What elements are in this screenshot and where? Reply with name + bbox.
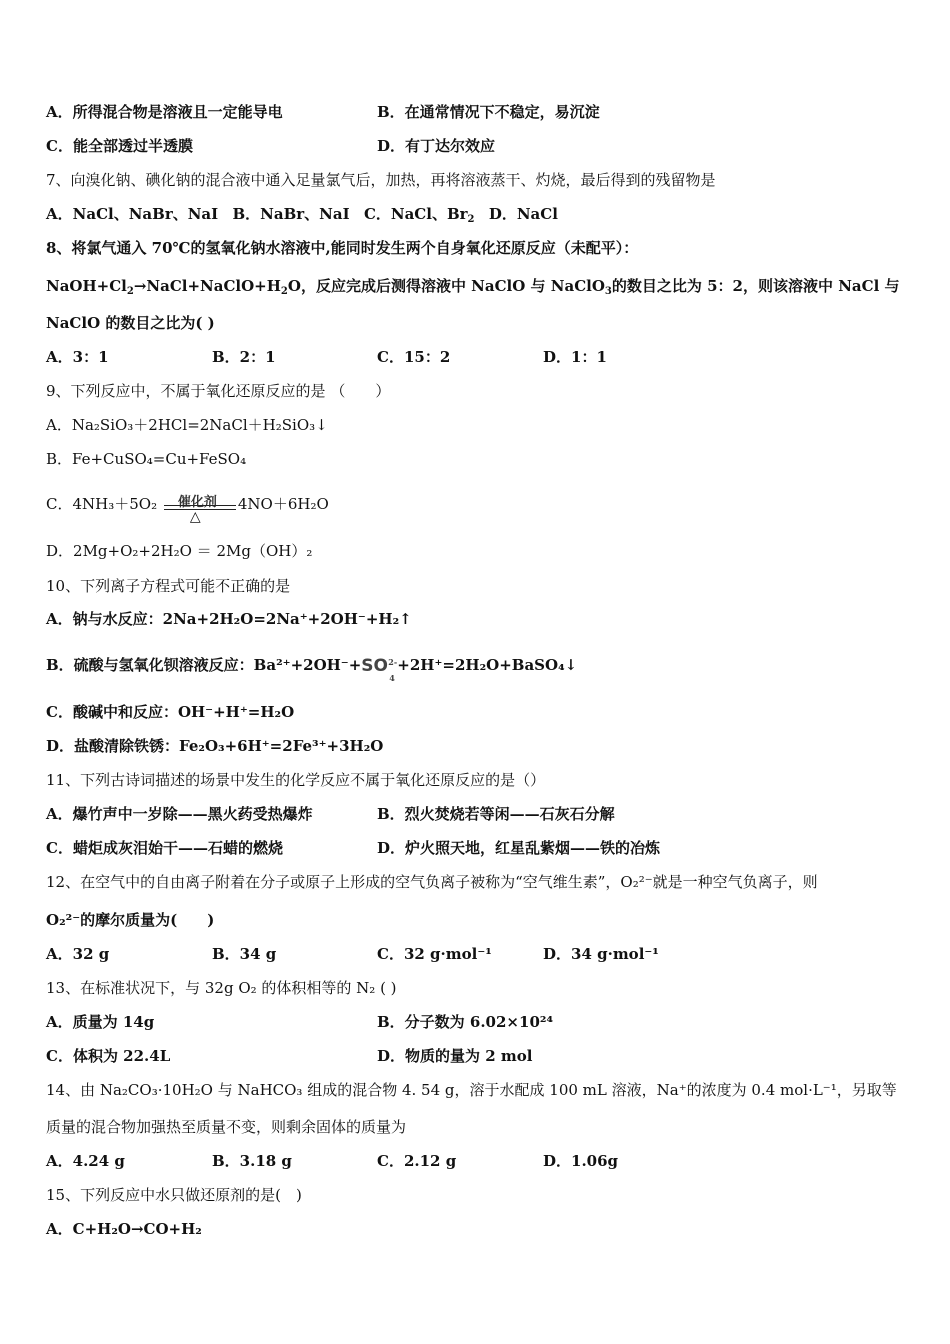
- q12-option-a: A．32 g: [46, 945, 110, 963]
- sulfate-ion: SO 2- 4: [361, 656, 398, 683]
- q9-option-d: D．2Mg+O₂+2H₂O ＝ 2Mg（OH）₂: [46, 542, 313, 560]
- q8-option-c: C．15：2: [377, 348, 451, 366]
- heat-triangle-icon: △: [189, 509, 201, 525]
- q6-option-c: C．能全部透过半透膜: [46, 137, 193, 155]
- q13-option-c: C．体积为 22.4L: [46, 1047, 171, 1065]
- q14-option-c: C．2.12 g: [377, 1152, 457, 1170]
- q8-option-d: D．1：1: [543, 348, 607, 366]
- q13-option-b: B．分子数为 6.02×10²⁴: [377, 1013, 554, 1031]
- q10-option-b: B．硫酸与氢氧化钡溶液反应：Ba²⁺+2OH⁻+ SO 2- 4 +2H⁺=2H₂O+BaSO₄↓: [46, 650, 577, 681]
- q15-option-a: A．C+H₂O→CO+H₂: [46, 1220, 202, 1238]
- q11-stem: 11、下列古诗词描述的场景中发生的化学反应不属于氧化还原反应的是（）: [46, 771, 546, 789]
- q7-option-b: B．NaBr、NaI: [232, 205, 350, 223]
- q12-option-b: B．34 g: [212, 945, 277, 963]
- q11-option-b: B．烈火焚烧若等闲——石灰石分解: [377, 805, 615, 823]
- q9-option-b: B．Fe+CuSO₄=Cu+FeSO₄: [46, 450, 247, 468]
- q8-option-b: B．2：1: [212, 348, 276, 366]
- q14-option-d: D．1.06g: [543, 1152, 619, 1170]
- q11-option-c: C．蜡炬成灰泪始干——石蜡的燃烧: [46, 839, 283, 857]
- q12-stem-2: O₂²⁻的摩尔质量为( ): [46, 911, 215, 929]
- q11-option-a: A．爆竹声中一岁除——黑火药受热爆炸: [46, 805, 313, 823]
- q7-option-d: D．NaCl: [488, 205, 558, 223]
- q8-stem: 8、将氯气通入 70℃的氢氧化钠水溶液中,能同时发生两个自身氧化还原反应（未配平）：: [46, 239, 639, 257]
- q8-equation: $NaOH+Cl_2\to NaCl+NaClO+H_2O$，反应完成后测得溶液中 NaClO 与 NaClO$_3$的数目之比为 5：2，则该溶液中 NaCl 与: [46, 277, 900, 297]
- q10-option-d: D．盐酸清除铁锈：Fe₂O₃+6H⁺=2Fe³⁺+3H₂O: [46, 737, 384, 755]
- q12-option-d: D．34 g·mol⁻¹: [543, 945, 659, 963]
- q9-stem: 9、下列反应中，不属于氧化还原反应的是 （ ）: [46, 382, 391, 400]
- q14-stem-2: 质量的混合物加强热至质量不变，则剩余固体的质量为: [46, 1118, 407, 1136]
- q12-option-c: C．32 g·mol⁻¹: [377, 945, 492, 963]
- q9-option-c: C．4NH₃＋5O₂ 催化剂 △ 4NO＋6H₂O: [46, 487, 329, 522]
- q13-option-d: D．物质的量为 2 mol: [377, 1047, 533, 1065]
- q8-stem-2: NaClO 的数目之比为( ): [46, 314, 215, 332]
- q7-stem: 7、向溴化钠、碘化钠的混合液中通入足量氯气后，加热，再将溶液蒸干、灼烧，最后得到的残留物是: [46, 171, 716, 189]
- q9-option-a: A．Na₂SiO₃＋2HCl=2NaCl＋H₂SiO₃↓: [46, 416, 328, 434]
- q6-option-d: D．有丁达尔效应: [377, 137, 496, 155]
- q14-option-a: A．4.24 g: [46, 1152, 125, 1170]
- q10-option-a: A．钠与水反应：2Na+2H₂O=2Na⁺+2OH⁻+H₂↑: [46, 610, 412, 628]
- q7-option-c: C．NaCl、$Br_2$: [363, 205, 475, 225]
- reaction-condition: 催化剂 △: [164, 488, 236, 522]
- q10-stem: 10、下列离子方程式可能不正确的是: [46, 577, 291, 595]
- q14-option-b: B．3.18 g: [212, 1152, 292, 1170]
- q8-option-a: A．3：1: [46, 348, 109, 366]
- q7-options: [46, 204, 558, 230]
- q11-option-d: D．炉火照天地，红星乱紫烟——铁的冶炼: [377, 839, 661, 857]
- q13-option-a: A．质量为 14g: [46, 1013, 155, 1031]
- q14-stem: 14、由 Na₂CO₃·10H₂O 与 NaHCO₃ 组成的混合物 4. 54 g，溶于水配成 100 mL 溶液，Na⁺的浓度为 0.4 mol·L⁻¹，另取等: [46, 1081, 897, 1099]
- q6-option-a: A．所得混合物是溶液且一定能导电: [46, 103, 283, 121]
- q13-stem: 13、在标准状况下，与 32g O₂ 的体积相等的 N₂ ( ): [46, 979, 397, 997]
- q7-option-a: A．NaCl、NaBr、NaI: [46, 205, 219, 223]
- q12-stem: 12、在空气中的自由离子附着在分子或原子上形成的空气负离子被称为“空气维生素”，O₂²⁻就是一种空气负离子，则: [46, 873, 818, 891]
- q10-option-c: C．酸碱中和反应：OH⁻+H⁺=H₂O: [46, 703, 295, 721]
- q6-option-b: B．在通常情况下不稳定，易沉淀: [377, 103, 600, 121]
- q15-stem: 15、下列反应中水只做还原剂的是( ): [46, 1186, 302, 1204]
